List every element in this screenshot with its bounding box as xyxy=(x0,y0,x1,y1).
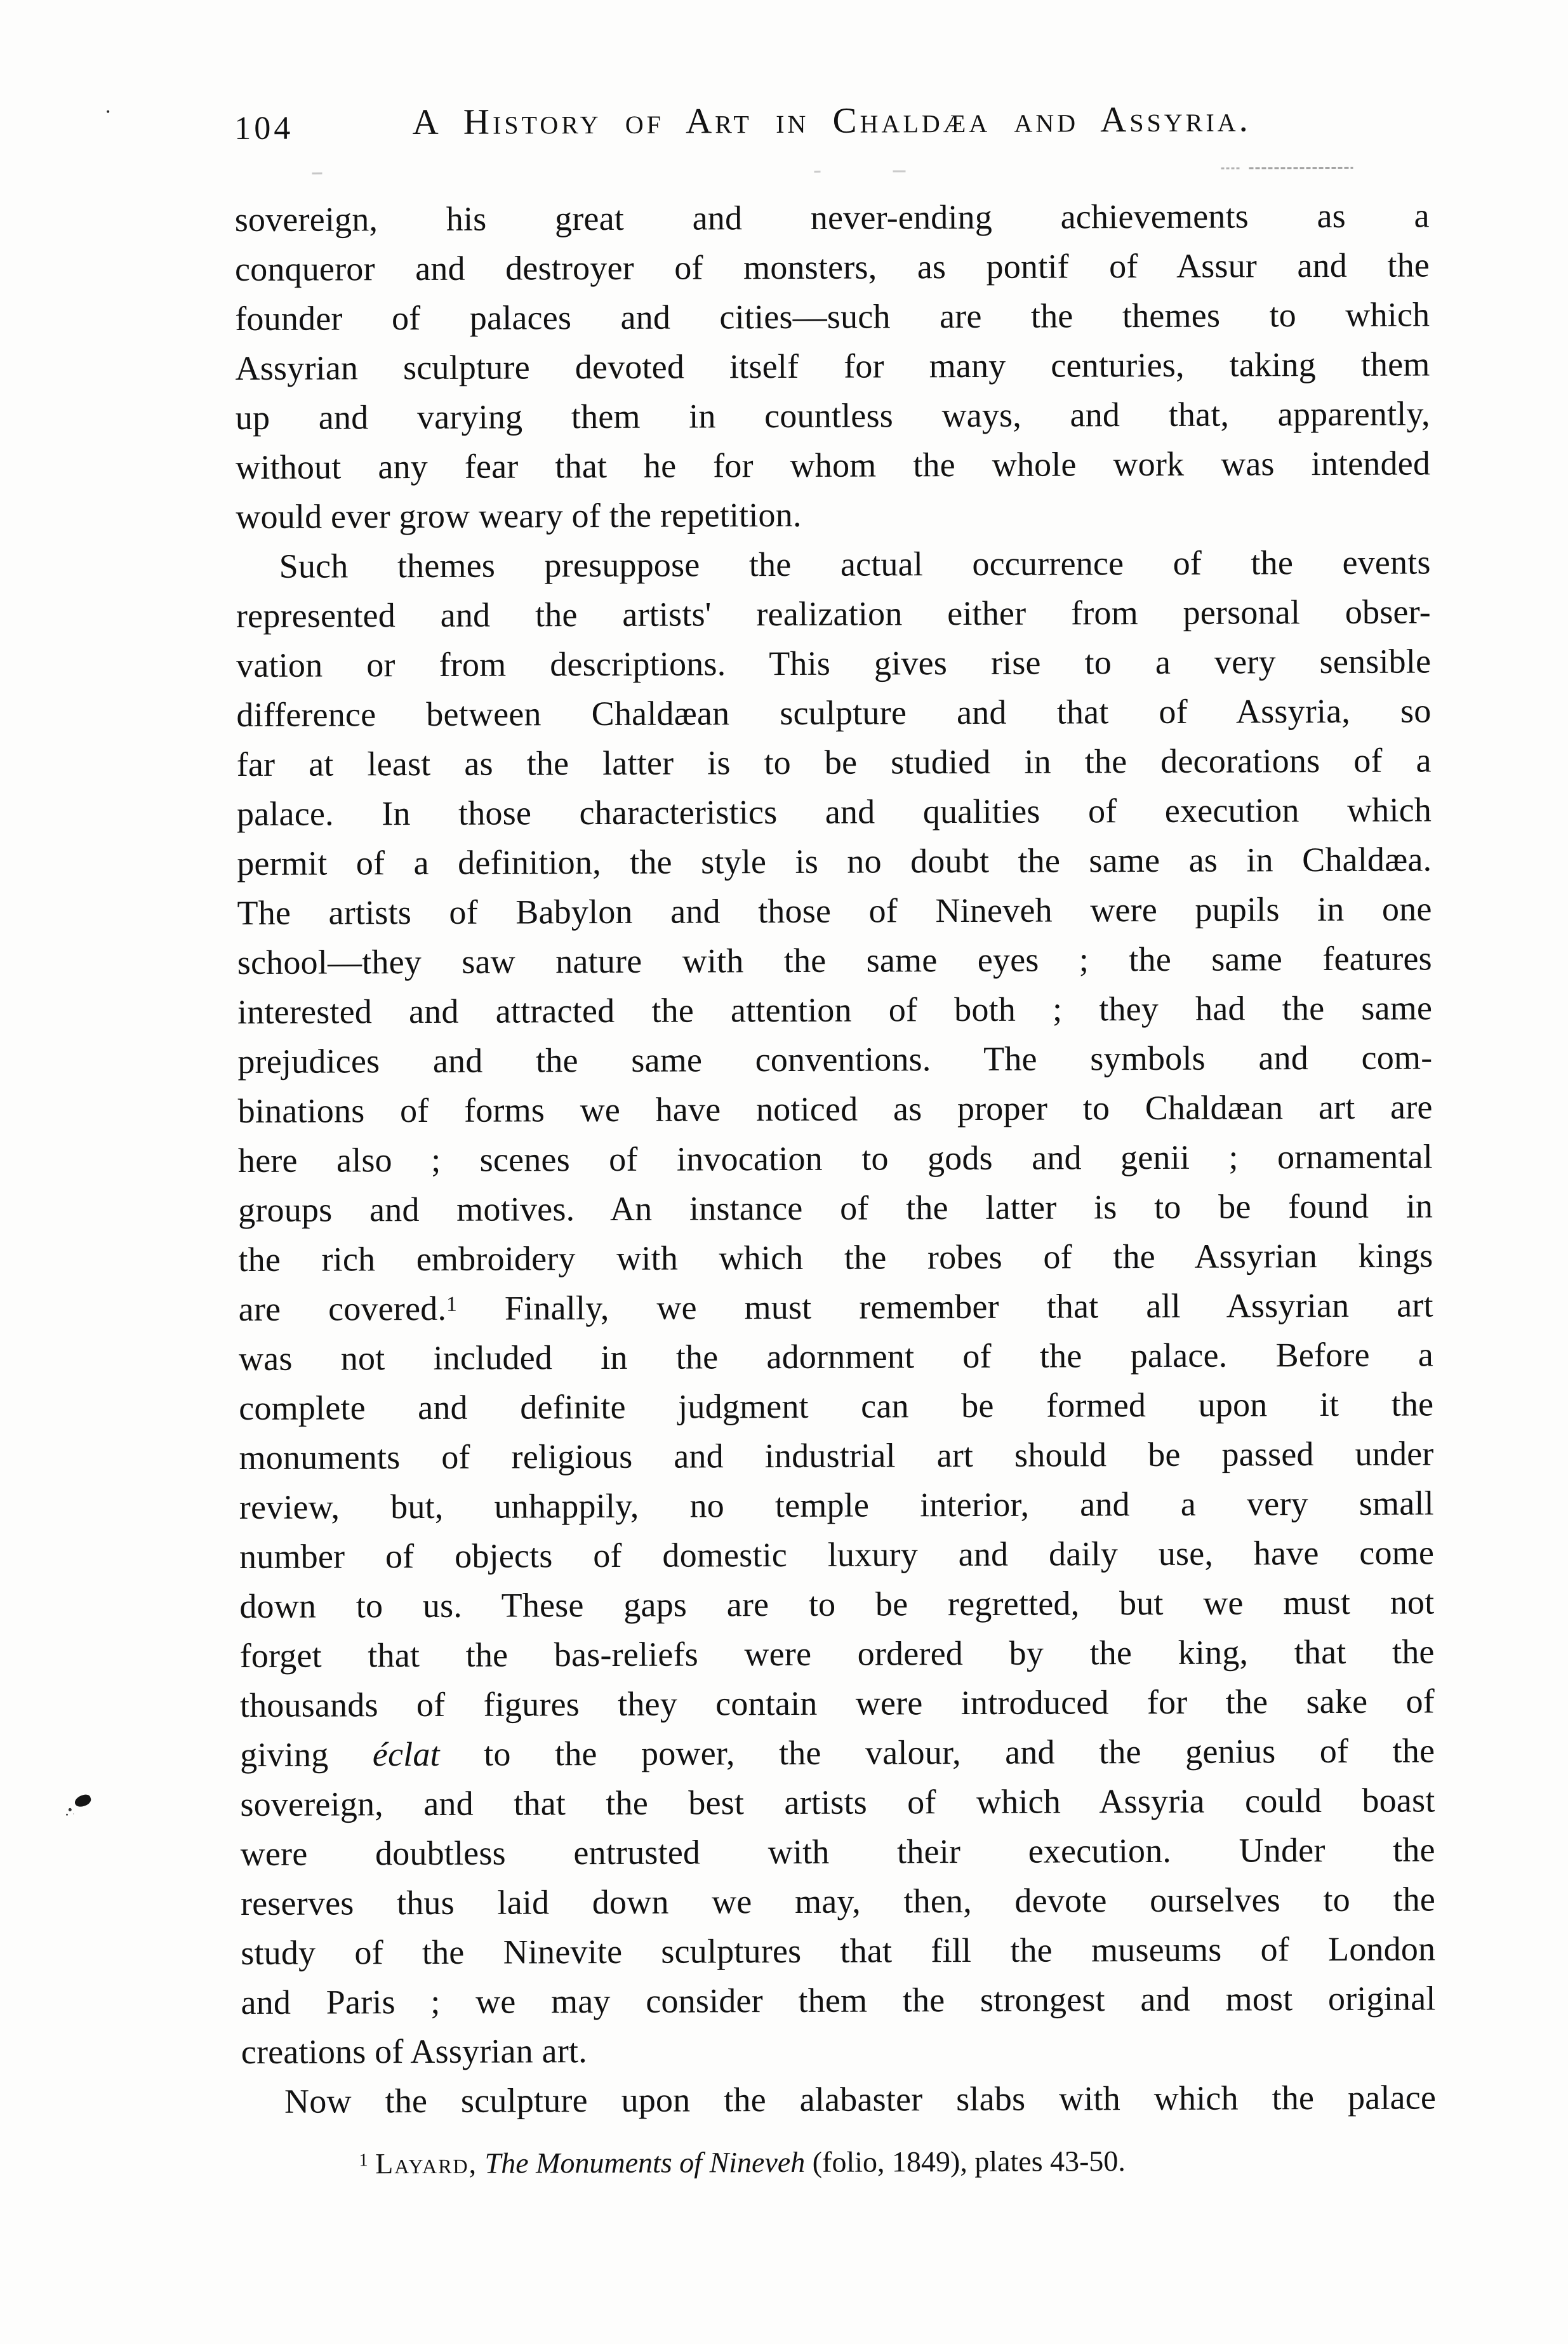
page-number: 104 xyxy=(234,110,294,147)
text-line: conqueror and destroyer of monsters, as pontif of Assur and the xyxy=(234,246,1430,289)
text-line: up and varying them in countless ways, and that, apparently, xyxy=(235,394,1430,437)
scan-artifact-speck xyxy=(893,170,905,172)
text-line: Now the sculpture upon the alabaster slabs with which the palace xyxy=(284,2078,1437,2121)
text-line: school—they saw nature with the same eyes ; the same features xyxy=(237,939,1432,982)
text-line: difference between Chaldæan sculpture and that of Assyria, so xyxy=(236,691,1432,735)
footnote xyxy=(359,2143,1126,2181)
scan-artifact-speck xyxy=(814,171,820,173)
text-line: binations of forms we have noticed as proper to Chaldæan art are xyxy=(237,1088,1433,1131)
text-line: number of objects of domestic luxury and daily use, have come xyxy=(239,1533,1435,1576)
text-line: and Paris ; we may consider them the strongest and most original xyxy=(241,1979,1436,2021)
text-line: were doubtless entrusted with their execution. Under the xyxy=(240,1830,1435,1873)
text-line: The artists of Babylon and those of Nineveh were pupils in one xyxy=(237,889,1432,933)
line-text: Finally, we must remember that all Assyrian art xyxy=(456,1286,1433,1328)
text-line: forget that the bas-reliefs were ordered by the king, that the xyxy=(239,1632,1435,1675)
scan-artifact-rule xyxy=(1221,167,1240,169)
text-line: represented and the artists' realization either from personal obser- xyxy=(236,592,1432,636)
text-line: far at least as the latter is to be studied in the decorations of a xyxy=(236,741,1432,784)
scan-artifact-speck xyxy=(312,173,322,175)
running-header-title: A History of Art in Chaldæa and Assyria. xyxy=(412,99,1251,143)
text-line: palace. In those characteristics and qualities of execution which xyxy=(236,790,1432,834)
text-line: creations of Assyrian art. xyxy=(241,2032,587,2071)
text-line: prejudices and the same conventions. The symbols and com- xyxy=(237,1038,1433,1081)
text-line: review, but, unhappily, no temple interior, and a very small xyxy=(239,1484,1434,1526)
text-line: reserves thus laid down we may, then, devote ourselves to the xyxy=(240,1880,1436,1922)
text-line xyxy=(239,1280,1433,1334)
text-line: here also ; scenes of invocation to gods and genii ; ornamental xyxy=(237,1137,1433,1180)
text-line: founder of palaces and cities—such are the themes to which xyxy=(235,295,1430,338)
running-header xyxy=(234,98,1429,153)
text-line: monuments of religious and industrial art should be passed under xyxy=(239,1434,1434,1477)
text-line xyxy=(240,1726,1435,1780)
text-line: Assyrian sculpture devoted itself for many centuries, taking them xyxy=(235,345,1430,388)
line-text: to the power, the valour, and the genius of the xyxy=(439,1731,1435,1773)
text-line: without any fear that he for whom the whole work was intended xyxy=(236,444,1431,487)
text-line: thousands of figures they contain were introduced for the sake of xyxy=(239,1682,1435,1724)
text-line: vation or from descriptions. This gives rise to a very sensible xyxy=(236,642,1432,685)
text-line: complete and definite judgment can be formed upon it the xyxy=(239,1385,1434,1427)
text-line: Such themes presuppose the actual occurrence of the events xyxy=(279,543,1431,585)
text-line: permit of a definition, the style is no doubt the same as in Chaldæa. xyxy=(237,840,1432,883)
scan-artifact-dot xyxy=(107,110,109,113)
footnote-title: The Monuments of Nineveh xyxy=(484,2145,806,2180)
ink-speck xyxy=(73,1793,92,1808)
line-text: giving xyxy=(240,1735,373,1774)
text-line: sovereign, and that the best artists of which Assyria could boast xyxy=(240,1781,1435,1823)
footnote-rest: (folio, 1849), plates 43-50. xyxy=(812,2145,1126,2178)
text-line: was not included in the adornment of the palace. Before a xyxy=(238,1335,1434,1378)
text-line: sovereign, his great and never-ending achievements as a xyxy=(234,196,1430,239)
body-text xyxy=(235,190,1437,2126)
text-line: interested and attracted the attention of both ; they had the same xyxy=(237,989,1433,1032)
text-line: study of the Ninevite sculptures that fill the museums of London xyxy=(241,1929,1436,1972)
footnote-reference: 1 xyxy=(446,1292,458,1316)
text-line: down to us. These gaps are to be regretted, but we must not xyxy=(239,1583,1435,1625)
text-line: groups and motives. An instance of the latter is to be found in xyxy=(238,1187,1433,1230)
footnote-author: Layard, xyxy=(375,2147,478,2180)
text-line: would ever grow weary of the repetition. xyxy=(236,495,802,536)
scan-artifact-rule xyxy=(1249,167,1353,170)
line-text: are covered. xyxy=(238,1289,447,1329)
italic-term: éclat xyxy=(372,1735,440,1774)
text-line: the rich embroidery with which the robes of the Assyrian kings xyxy=(238,1236,1433,1279)
footnote-marker: 1 xyxy=(359,2150,368,2171)
